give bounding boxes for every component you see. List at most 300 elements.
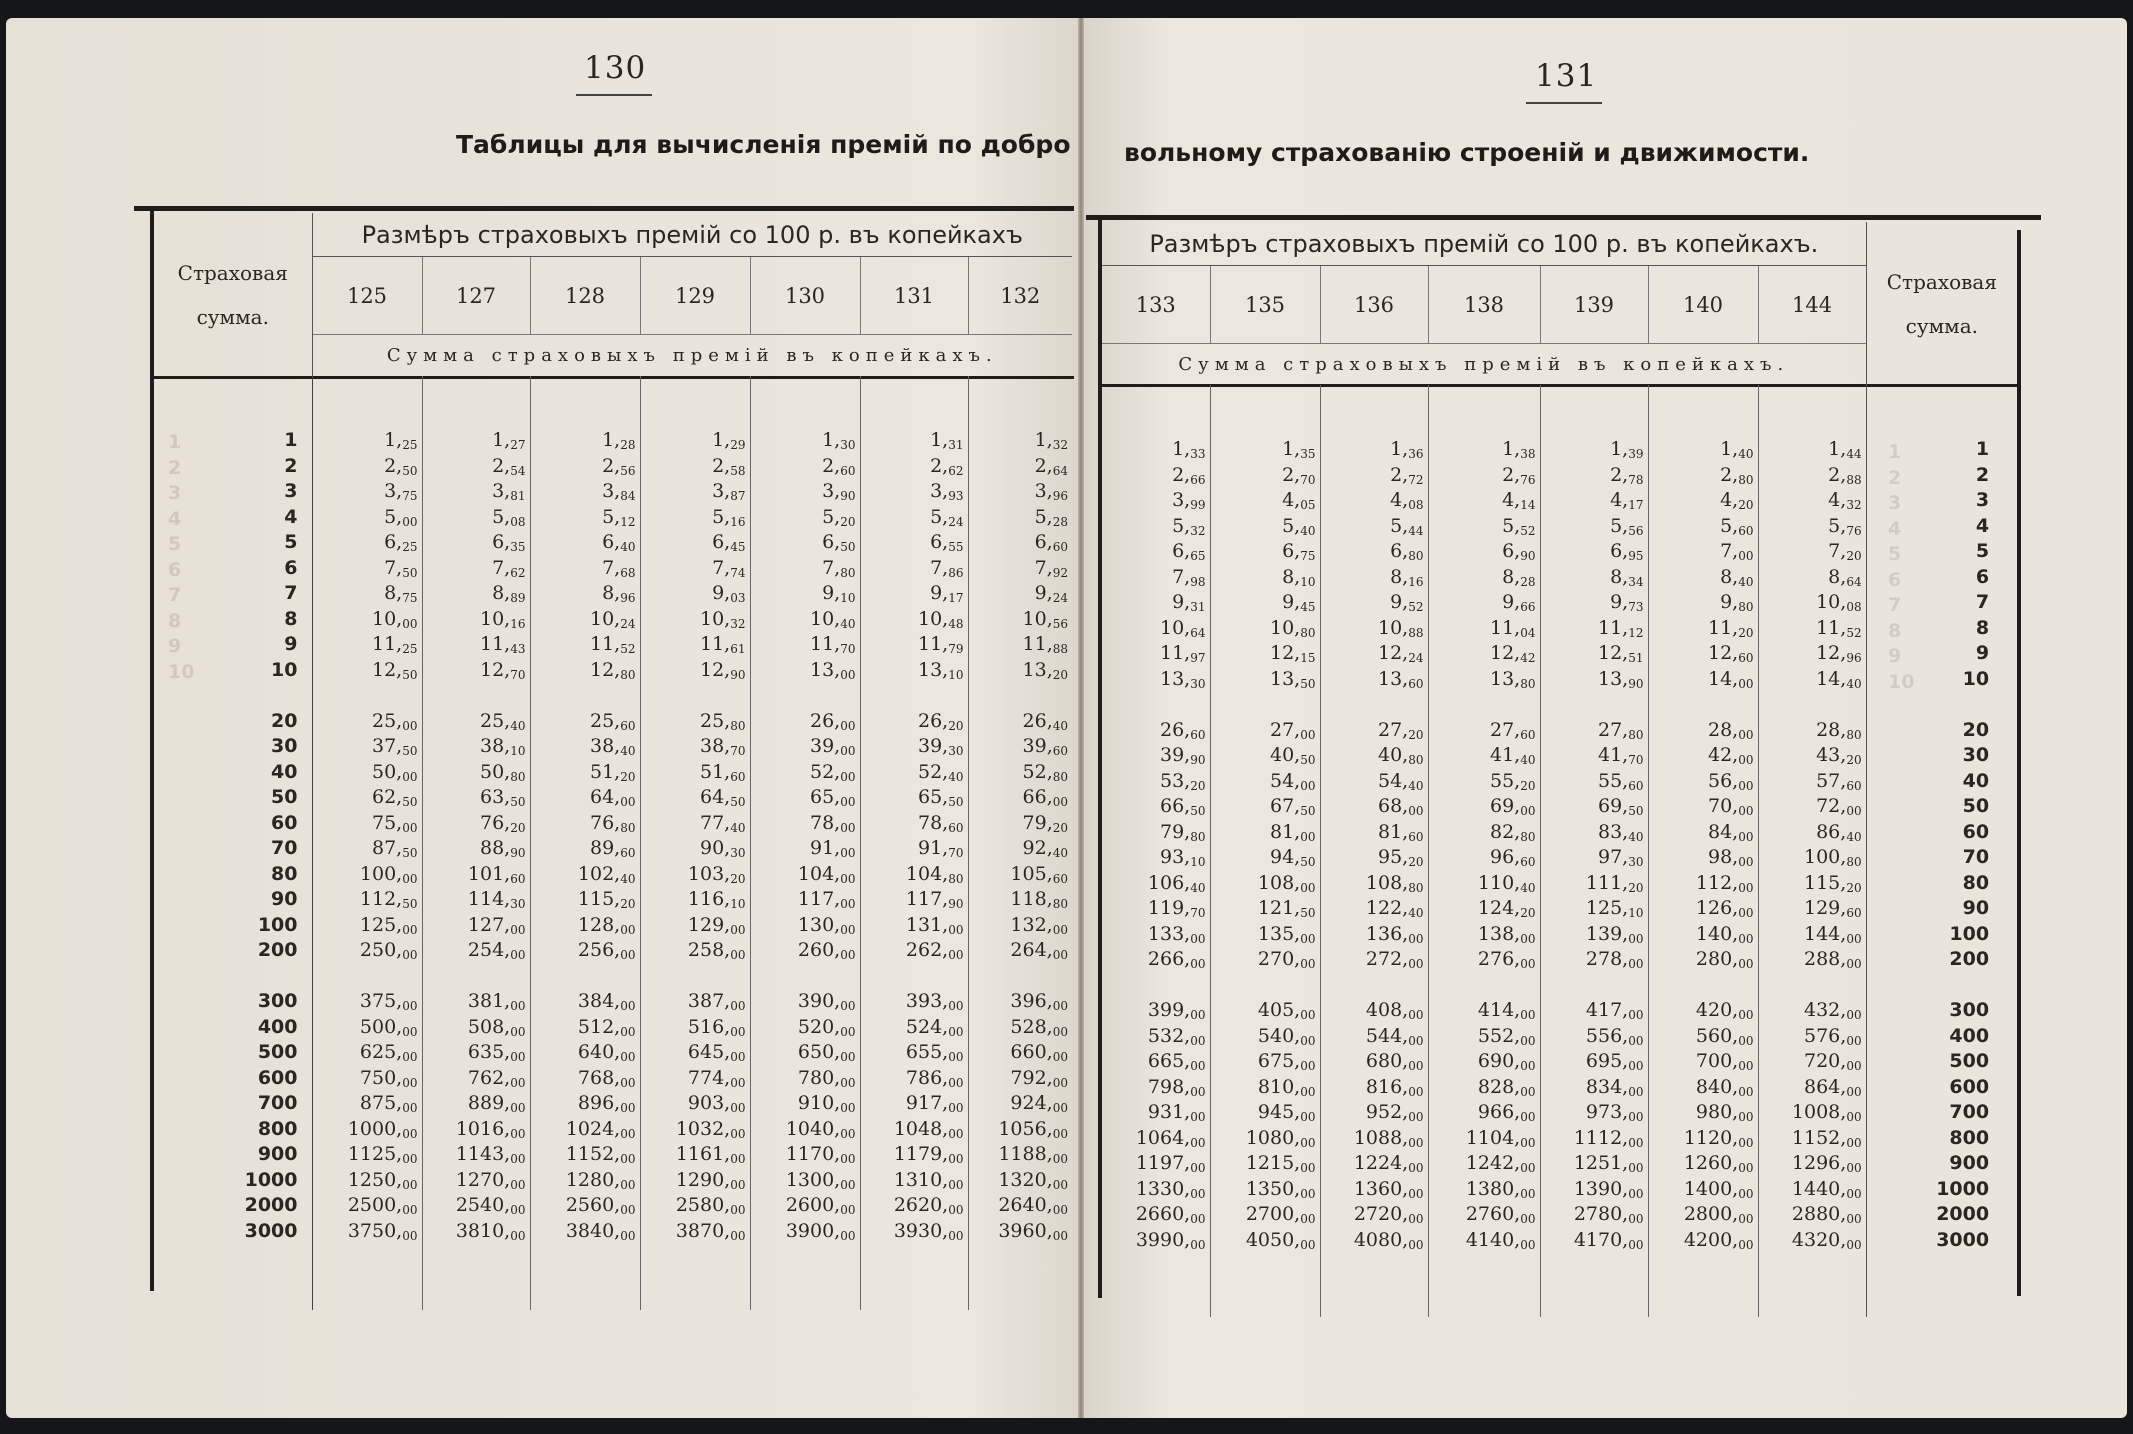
premium-value: $1280,_{00}$ [565, 1168, 636, 1192]
premium-value: $54,_{40}$ [1378, 769, 1424, 793]
right-amount-column [1867, 385, 2018, 1317]
premium-value: $87,_{50}$ [372, 837, 418, 860]
premium-value: $952,_{00}$ [1365, 1101, 1424, 1124]
premium-value: $37,_{50}$ [372, 735, 418, 758]
premium-value: $405,_{00}$ [1257, 999, 1316, 1022]
right-premium-column [1649, 385, 1758, 1317]
premium-value: $9,_{10}$ [822, 582, 856, 605]
premium-value: $1008,_{00}$ [1791, 1101, 1862, 1124]
amount-value: 2000 [1936, 1203, 1990, 1225]
premium-value: $9,_{73}$ [1610, 591, 1644, 614]
premium-value: $101,_{60}$ [467, 862, 526, 886]
right-premium-column [1759, 385, 1866, 1317]
premium-value: $38,_{10}$ [480, 735, 526, 758]
premium-value: $966,_{00}$ [1477, 1101, 1536, 1124]
premium-value: $5,_{60}$ [1720, 514, 1754, 538]
right-sub-header: Сумма страховыхъ премій въ копейкахъ. [1102, 343, 1866, 385]
premium-value: $266,_{00}$ [1147, 948, 1206, 971]
premium-value: $1390,_{00}$ [1573, 1177, 1644, 1201]
right-premium-column [1541, 385, 1648, 1317]
premium-value: $1,_{28}$ [602, 429, 636, 452]
premium-value: $762,_{00}$ [467, 1066, 526, 1090]
premium-value: $3,_{81}$ [492, 480, 526, 503]
amount-value: 2 [1975, 463, 1990, 486]
premium-value: $4,_{32}$ [1828, 489, 1862, 512]
premium-value: $2720,_{00}$ [1353, 1203, 1424, 1226]
premium-value: $6,_{95}$ [1610, 540, 1644, 563]
premium-value: $655,_{00}$ [905, 1041, 964, 1064]
premium-value: $270,_{00}$ [1257, 948, 1316, 971]
premium-value: $7,_{92}$ [1034, 556, 1069, 580]
premium-value: $1,_{40}$ [1720, 438, 1754, 461]
premium-value: $64,_{00}$ [590, 786, 636, 809]
premium-value: $1197,_{00}$ [1135, 1152, 1206, 1175]
premium-value: $104,_{80}$ [905, 862, 964, 886]
premium-value: $1179,_{00}$ [893, 1143, 964, 1166]
premium-value: $840,_{00}$ [1695, 1075, 1754, 1099]
left-rate-header: 127 [422, 257, 530, 334]
left-rate-header: 131 [860, 257, 968, 334]
premium-value: $14,_{00}$ [1708, 667, 1754, 691]
amount-value: 90 [271, 888, 298, 910]
premium-value: $5,_{00}$ [384, 505, 418, 529]
premium-value: $64,_{50}$ [700, 786, 746, 809]
premium-value: $119,_{70}$ [1147, 897, 1206, 920]
premium-value: $95,_{20}$ [1378, 846, 1424, 869]
premium-value: $3,_{93}$ [930, 480, 964, 503]
amount-value: 30 [271, 735, 298, 757]
amount-value: 2000 [244, 1194, 298, 1216]
premium-value: $8,_{28}$ [1502, 565, 1536, 589]
premium-value: $55,_{20}$ [1490, 769, 1536, 793]
premium-value: $9,_{66}$ [1502, 591, 1536, 614]
premium-value: $1250,_{00}$ [347, 1168, 418, 1192]
premium-value: $3900,_{00}$ [785, 1219, 856, 1243]
amount-value: 800 [257, 1117, 298, 1140]
premium-value: $2700,_{00}$ [1245, 1203, 1316, 1226]
premium-value: $520,_{00}$ [797, 1015, 856, 1039]
premium-value: $121,_{50}$ [1257, 897, 1316, 920]
amount-value: 200 [257, 939, 298, 961]
premium-value: $414,_{00}$ [1477, 999, 1536, 1022]
premium-value: $26,_{00}$ [810, 709, 856, 733]
premium-value: $1188,_{00}$ [998, 1143, 1069, 1166]
premium-value: $384,_{00}$ [577, 990, 636, 1013]
premium-value: $264,_{00}$ [1010, 939, 1069, 962]
premium-value: $6,_{50}$ [822, 531, 856, 554]
premium-value: $528,_{00}$ [1010, 1015, 1069, 1039]
premium-value: $8,_{16}$ [1390, 565, 1424, 589]
premium-value: $3840,_{00}$ [565, 1219, 636, 1243]
premium-value: $75,_{00}$ [372, 811, 418, 835]
premium-value: $78,_{00}$ [810, 811, 856, 835]
premium-value: $254,_{00}$ [467, 939, 526, 962]
premium-value: $560,_{00}$ [1695, 1024, 1754, 1048]
premium-value: $40,_{80}$ [1378, 744, 1424, 767]
premium-value: $917,_{00}$ [905, 1092, 964, 1115]
premium-value: $27,_{80}$ [1598, 718, 1644, 742]
premium-value: $1112,_{00}$ [1573, 1126, 1644, 1150]
premium-value: $5,_{40}$ [1282, 514, 1316, 538]
premium-value: $1032,_{00}$ [675, 1117, 746, 1141]
premium-value: $8,_{89}$ [492, 582, 526, 605]
premium-value: $41,_{40}$ [1490, 744, 1536, 767]
premium-value: $500,_{00}$ [359, 1015, 418, 1039]
left-group-header: Размѣръ страховыхъ премій со 100 р. въ копейкахъ [312, 213, 1072, 257]
premium-value: $12,_{50}$ [372, 658, 418, 682]
premium-value: $10,_{64}$ [1160, 616, 1206, 640]
premium-value: $11,_{43}$ [480, 633, 526, 656]
premium-value: $3870,_{00}$ [675, 1219, 746, 1243]
premium-value: $2,_{88}$ [1828, 463, 1862, 487]
premium-value: $11,_{20}$ [1708, 616, 1754, 640]
premium-value: $6,_{40}$ [602, 531, 636, 554]
premium-value: $1,_{32}$ [1034, 429, 1069, 452]
premium-value: $10,_{40}$ [810, 607, 856, 631]
premium-value: $69,_{50}$ [1598, 795, 1644, 818]
premium-value: $1120,_{00}$ [1683, 1126, 1754, 1150]
amount-value: 40 [1962, 769, 1990, 792]
premium-value: $6,_{55}$ [930, 531, 964, 554]
premium-value: $12,_{80}$ [590, 658, 636, 682]
premium-value: $3,_{87}$ [712, 480, 746, 503]
premium-value: $774,_{00}$ [687, 1066, 746, 1090]
premium-value: $1,_{39}$ [1610, 438, 1644, 461]
premium-value: $4140,_{00}$ [1465, 1228, 1536, 1252]
premium-value: $556,_{00}$ [1585, 1024, 1644, 1048]
premium-value: $11,_{25}$ [372, 633, 418, 656]
premium-value: $10,_{08}$ [1816, 591, 1862, 614]
premium-value: $375,_{00}$ [359, 990, 418, 1013]
left-premium-column [313, 376, 422, 1310]
premium-value: $39,_{90}$ [1160, 744, 1206, 767]
amount-value: 80 [271, 862, 298, 885]
premium-value: $768,_{00}$ [577, 1066, 636, 1090]
left-page-number: 130 [584, 50, 647, 86]
premium-value: $9,_{17}$ [930, 582, 964, 605]
premium-value: $2,_{66}$ [1172, 463, 1206, 487]
premium-value: $3,_{99}$ [1172, 489, 1206, 512]
right-page-number-rule [1526, 102, 1602, 104]
premium-value: $7,_{98}$ [1172, 565, 1206, 589]
premium-value: $133,_{00}$ [1147, 922, 1206, 946]
premium-value: $256,_{00}$ [577, 939, 636, 962]
premium-value: $72,_{00}$ [1816, 795, 1862, 818]
premium-value: $3750,_{00}$ [347, 1219, 418, 1243]
premium-value: $408,_{00}$ [1365, 999, 1424, 1022]
premium-value: $103,_{20}$ [687, 862, 746, 886]
premium-value: $11,_{79}$ [918, 633, 964, 656]
premium-value: $96,_{60}$ [1490, 846, 1536, 869]
premium-value: $9,_{52}$ [1390, 591, 1424, 614]
premium-value: $6,_{65}$ [1172, 540, 1206, 563]
premium-value: $1040,_{00}$ [785, 1117, 856, 1141]
premium-value: $665,_{00}$ [1147, 1050, 1206, 1073]
premium-value: $5,_{16}$ [712, 505, 746, 529]
right-heading: вольному страхованію строеній и движимости. [1124, 138, 1810, 167]
premium-value: $1380,_{00}$ [1465, 1177, 1536, 1201]
premium-value: $3990,_{00}$ [1135, 1228, 1206, 1252]
premium-value: $2600,_{00}$ [785, 1194, 856, 1217]
premium-value: $2780,_{00}$ [1573, 1203, 1644, 1226]
right-page-number: 131 [1535, 58, 1598, 94]
premium-value: $1000,_{00}$ [347, 1117, 418, 1141]
premium-value: $11,_{52}$ [1816, 616, 1862, 640]
right-rate-header: 144 [1758, 266, 1866, 343]
premium-value: $11,_{97}$ [1160, 642, 1206, 665]
premium-value: $1016,_{00}$ [455, 1117, 526, 1141]
premium-value: $798,_{00}$ [1147, 1075, 1206, 1099]
amount-value: 6 [1975, 565, 1990, 588]
premium-value: $94,_{50}$ [1270, 846, 1316, 869]
premium-value: $1400,_{00}$ [1683, 1177, 1754, 1201]
premium-value: $1152,_{00}$ [1791, 1126, 1862, 1150]
amount-value: 7 [1975, 591, 1990, 613]
premium-value: $910,_{00}$ [797, 1092, 856, 1115]
premium-value: $7,_{50}$ [384, 556, 418, 580]
premium-value: $720,_{00}$ [1804, 1050, 1862, 1073]
premium-value: $399,_{00}$ [1147, 999, 1206, 1022]
premium-value: $11,_{04}$ [1490, 616, 1536, 640]
premium-value: $124,_{20}$ [1477, 897, 1536, 920]
amount-value: 9 [284, 633, 298, 655]
premium-value: $2,_{80}$ [1720, 463, 1754, 487]
left-rate-header: 125 [312, 257, 422, 334]
premium-value: $780,_{00}$ [797, 1066, 856, 1090]
amount-value: 60 [1962, 820, 1990, 843]
premium-value: $38,_{40}$ [590, 735, 636, 758]
premium-value: $6,_{45}$ [712, 531, 746, 554]
bleed-through-left: 1 2 3 4 5 6 7 8 9 10 [168, 431, 195, 683]
premium-value: $432,_{00}$ [1804, 999, 1862, 1022]
premium-value: $828,_{00}$ [1477, 1075, 1536, 1099]
right-premium-column [1211, 385, 1320, 1317]
premium-value: $11,_{70}$ [810, 633, 856, 656]
amount-value: 500 [257, 1041, 298, 1063]
premium-value: $544,_{00}$ [1365, 1024, 1424, 1048]
premium-value: $1330,_{00}$ [1135, 1177, 1206, 1201]
premium-value: $1152,_{00}$ [565, 1143, 636, 1166]
premium-value: $660,_{00}$ [1010, 1041, 1069, 1064]
premium-value: $5,_{12}$ [602, 505, 636, 529]
premium-value: $516,_{00}$ [687, 1015, 746, 1039]
amount-value: 9 [1975, 642, 1990, 664]
premium-value: $10,_{32}$ [700, 607, 746, 631]
amount-value: 5 [284, 531, 298, 553]
premium-value: $138,_{00}$ [1477, 922, 1536, 946]
premium-value: $130,_{00}$ [797, 913, 856, 937]
premium-value: $14,_{40}$ [1816, 667, 1862, 691]
premium-value: $1260,_{00}$ [1683, 1152, 1754, 1175]
premium-value: $135,_{00}$ [1257, 922, 1316, 946]
amount-value: 4 [284, 505, 298, 528]
amount-value: 400 [257, 1015, 298, 1038]
premium-value: $56,_{00}$ [1708, 769, 1754, 793]
left-top-rule [134, 206, 1074, 211]
book-spine [1078, 18, 1084, 1418]
premium-value: $2760,_{00}$ [1465, 1203, 1536, 1226]
right-amount-header: Страховая сумма. [1886, 269, 1997, 338]
premium-value: $10,_{80}$ [1270, 616, 1316, 640]
right-rate-header: 136 [1320, 266, 1428, 343]
premium-value: $1080,_{00}$ [1245, 1126, 1316, 1150]
amount-value: 1 [284, 429, 298, 451]
amount-value: 100 [1949, 922, 1990, 945]
premium-value: $93,_{10}$ [1160, 846, 1206, 869]
premium-value: $63,_{50}$ [480, 786, 526, 809]
premium-value: $1125,_{00}$ [347, 1143, 418, 1166]
premium-value: $2,_{76}$ [1502, 463, 1536, 487]
premium-value: $834,_{00}$ [1585, 1075, 1644, 1099]
premium-value: $2500,_{00}$ [347, 1194, 418, 1217]
premium-value: $258,_{00}$ [687, 939, 746, 962]
premium-value: $11,_{61}$ [700, 633, 746, 656]
premium-value: $2800,_{00}$ [1683, 1203, 1754, 1226]
premium-value: $43,_{20}$ [1816, 744, 1862, 767]
premium-value: $50,_{00}$ [372, 760, 418, 784]
premium-value: $6,_{80}$ [1390, 540, 1424, 563]
premium-value: $552,_{00}$ [1477, 1024, 1536, 1048]
left-sub-header: Сумма страховыхъ премій въ копейкахъ. [312, 334, 1072, 376]
premium-value: $9,_{03}$ [712, 582, 746, 605]
right-rate-header: 139 [1540, 266, 1648, 343]
premium-value: $125,_{10}$ [1585, 897, 1644, 920]
premium-value: $76,_{20}$ [480, 811, 526, 835]
premium-value: $53,_{20}$ [1160, 769, 1206, 793]
amount-value: 40 [271, 760, 298, 783]
premium-value: $52,_{80}$ [1022, 760, 1069, 784]
premium-value: $91,_{70}$ [918, 837, 964, 860]
premium-value: $5,_{08}$ [492, 505, 526, 529]
premium-value: $39,_{60}$ [1022, 735, 1069, 758]
premium-value: $10,_{16}$ [480, 607, 526, 631]
premium-value: $690,_{00}$ [1477, 1050, 1536, 1073]
premium-value: $88,_{90}$ [480, 837, 526, 860]
premium-value: $83,_{40}$ [1598, 820, 1644, 844]
premium-value: $52,_{00}$ [810, 760, 856, 784]
premium-value: $111,_{20}$ [1585, 871, 1644, 895]
premium-value: $750,_{00}$ [359, 1066, 418, 1090]
premium-value: $62,_{50}$ [372, 786, 418, 809]
premium-value: $140,_{00}$ [1695, 922, 1754, 946]
premium-value: $3,_{90}$ [822, 480, 856, 503]
right-top-rule [1086, 215, 2041, 220]
premium-value: $1,_{25}$ [384, 429, 418, 452]
premium-value: $13,_{80}$ [1490, 667, 1536, 691]
premium-value: $100,_{80}$ [1804, 846, 1862, 869]
premium-value: $417,_{00}$ [1585, 999, 1644, 1022]
left-amount-column [154, 376, 312, 1310]
premium-value: $3930,_{00}$ [893, 1219, 964, 1243]
premium-value: $115,_{20}$ [577, 888, 636, 911]
amount-value: 2 [284, 454, 298, 477]
premium-value: $1290,_{00}$ [675, 1168, 746, 1192]
premium-value: $108,_{00}$ [1257, 871, 1316, 895]
amount-value: 20 [1962, 718, 1990, 741]
amount-value: 500 [1949, 1050, 1990, 1072]
premium-value: $25,_{60}$ [590, 709, 636, 733]
amount-value: 3 [284, 480, 298, 502]
premium-value: $4080,_{00}$ [1353, 1228, 1424, 1252]
amount-value: 400 [1949, 1024, 1990, 1047]
premium-value: $390,_{00}$ [797, 990, 856, 1013]
premium-value: $12,_{15}$ [1270, 642, 1316, 665]
premium-value: $90,_{30}$ [700, 837, 746, 860]
premium-value: $8,_{96}$ [602, 582, 636, 605]
premium-value: $5,_{44}$ [1390, 514, 1424, 538]
premium-value: $9,_{24}$ [1034, 582, 1069, 605]
premium-value: $262,_{00}$ [905, 939, 964, 962]
premium-value: $65,_{00}$ [810, 786, 856, 809]
premium-value: $6,_{60}$ [1034, 531, 1069, 554]
premium-value: $8,_{75}$ [384, 582, 418, 605]
amount-value: 8 [1975, 616, 1990, 639]
premium-value: $68,_{00}$ [1378, 795, 1424, 818]
amount-value: 1000 [244, 1168, 298, 1191]
amount-value: 10 [1962, 667, 1990, 690]
premium-value: $2620,_{00}$ [893, 1194, 964, 1217]
premium-value: $51,_{20}$ [590, 760, 636, 784]
premium-value: $2540,_{00}$ [455, 1194, 526, 1217]
premium-value: $1104,_{00}$ [1465, 1126, 1536, 1150]
amount-value: 8 [284, 607, 298, 630]
premium-value: $67,_{50}$ [1270, 795, 1316, 818]
premium-value: $288,_{00}$ [1804, 948, 1862, 971]
premium-value: $127,_{00}$ [467, 913, 526, 937]
amount-value: 60 [271, 811, 298, 834]
premium-value: $8,_{10}$ [1282, 565, 1316, 589]
premium-value: $540,_{00}$ [1257, 1024, 1316, 1048]
premium-value: $5,_{20}$ [822, 505, 856, 529]
premium-value: $115,_{20}$ [1804, 871, 1862, 895]
right-outer-border [2017, 230, 2021, 1296]
premium-value: $1,_{38}$ [1502, 438, 1536, 461]
premium-value: $945,_{00}$ [1257, 1101, 1316, 1124]
premium-value: $6,_{75}$ [1282, 540, 1316, 563]
premium-value: $973,_{00}$ [1585, 1101, 1644, 1124]
premium-value: $276,_{00}$ [1477, 948, 1536, 971]
amount-value: 1 [1975, 438, 1990, 460]
premium-value: $102,_{40}$ [577, 862, 636, 886]
premium-value: $3,_{75}$ [384, 480, 418, 503]
premium-value: $420,_{00}$ [1695, 999, 1754, 1022]
premium-value: $1224,_{00}$ [1353, 1152, 1424, 1175]
premium-value: $5,_{56}$ [1610, 514, 1644, 538]
left-premium-column [861, 376, 968, 1310]
premium-value: $810,_{00}$ [1257, 1075, 1316, 1099]
premium-value: $10,_{24}$ [590, 607, 636, 631]
premium-value: $272,_{00}$ [1365, 948, 1424, 971]
premium-value: $864,_{00}$ [1804, 1075, 1862, 1099]
amount-value: 10 [271, 658, 298, 681]
premium-value: $1088,_{00}$ [1353, 1126, 1424, 1150]
premium-value: $86,_{40}$ [1816, 820, 1862, 844]
premium-value: $5,_{76}$ [1828, 514, 1862, 538]
premium-value: $13,_{20}$ [1022, 658, 1069, 682]
premium-value: $9,_{45}$ [1282, 591, 1316, 614]
premium-value: $129,_{60}$ [1804, 897, 1862, 920]
premium-value: $13,_{50}$ [1270, 667, 1316, 691]
left-premium-column [751, 376, 860, 1310]
premium-value: $54,_{00}$ [1270, 769, 1316, 793]
right-premium-column [1321, 385, 1428, 1317]
premium-value: $4,_{08}$ [1390, 489, 1424, 512]
premium-value: $26,_{60}$ [1160, 718, 1206, 742]
premium-value: $532,_{00}$ [1147, 1024, 1206, 1048]
premium-value: $10,_{48}$ [918, 607, 964, 631]
premium-value: $381,_{00}$ [467, 990, 526, 1013]
premium-value: $7,_{74}$ [712, 556, 746, 580]
